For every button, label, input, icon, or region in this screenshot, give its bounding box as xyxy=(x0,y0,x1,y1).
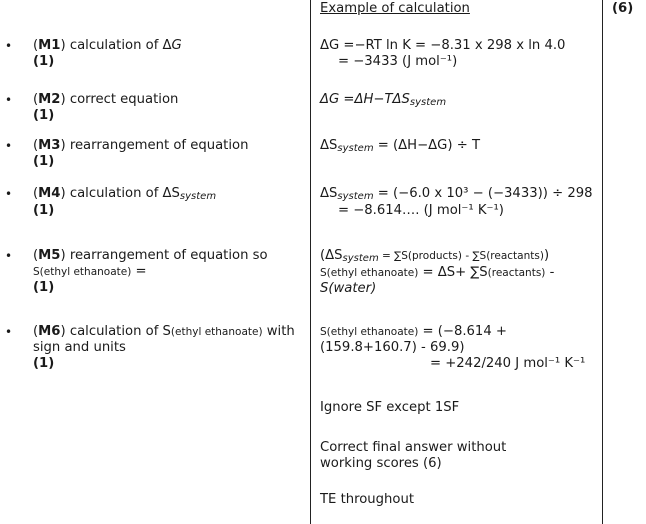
mark-point-m6: (M6) calculation of S(ethyl ethanoate) with sign and units (1) xyxy=(33,324,295,371)
note-significant-figures: Ignore SF except 1SF xyxy=(320,400,460,415)
bullet-m5: • xyxy=(5,249,13,263)
mark-point-m1: (M1) calculation of ΔG (1) xyxy=(33,38,182,69)
bullet-m6: • xyxy=(5,325,13,339)
bullet-m3: • xyxy=(5,139,13,153)
note-te: TE throughout xyxy=(320,492,414,507)
bullet-m1: • xyxy=(5,39,13,53)
working-m1: ΔG =−RT ln K = −8.31 x 298 x ln 4.0 = −3433 (J mol⁻¹) xyxy=(320,38,566,69)
working-m6: S(ethyl ethanoate) = (−8.614 + (159.8+160.7) - 69.9) = +242/240 J mol⁻¹ K⁻¹ xyxy=(320,324,586,371)
working-m5: (ΔSsystem = ∑S(products) - ∑S(reactants)) S(ethyl ethanoate) = ΔS+ ∑S(reactants) - S(water) xyxy=(320,248,555,296)
marks-total: (6) xyxy=(612,1,634,16)
example-heading: Example of calculation xyxy=(320,1,470,16)
working-m3: ΔSsystem = (ΔH−ΔG) ÷ T xyxy=(320,138,481,154)
bullet-m4: • xyxy=(5,187,13,201)
mark-point-m5: (M5) rearrangement of equation so S(ethyl ethanoate) = (1) xyxy=(33,248,268,295)
mark-point-m2: (M2) correct equation (1) xyxy=(33,92,179,123)
working-m2: ΔG =ΔH−TΔSsystem xyxy=(320,92,447,108)
note-final-answer: Correct final answer without working scores (6) xyxy=(320,440,507,471)
column-divider-right xyxy=(602,0,603,524)
working-m4: ΔSsystem = (−6.0 x 10³ − (−3433)) ÷ 298 = −8.614…. (J mol⁻¹ K⁻¹) xyxy=(320,186,593,218)
mark-point-m3: (M3) rearrangement of equation (1) xyxy=(33,138,249,169)
column-divider-left xyxy=(310,0,311,524)
bullet-m2: • xyxy=(5,93,13,107)
mark-point-m4: (M4) calculation of ΔSsystem (1) xyxy=(33,186,217,218)
